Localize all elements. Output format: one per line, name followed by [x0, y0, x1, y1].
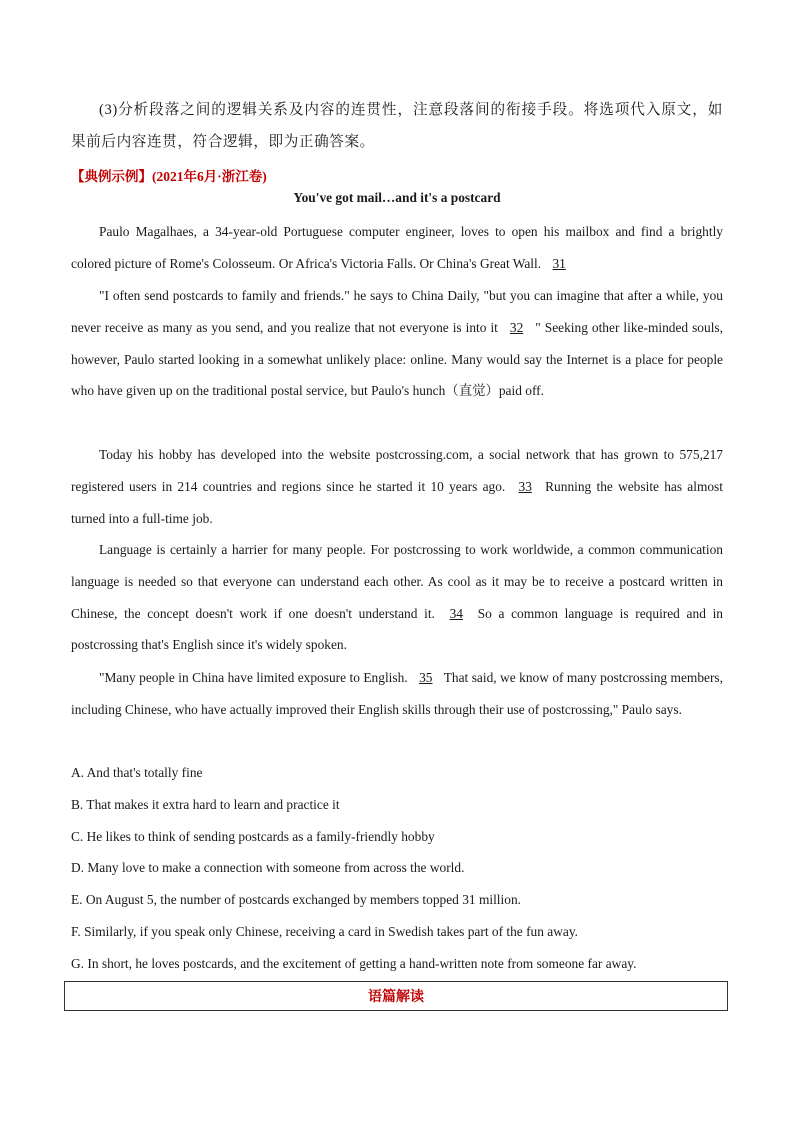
paragraph-text: Running the website has almost turned into a full-time job.	[71, 478, 723, 526]
paragraph-text: So a common language is required and in postcrossing that's English since it's widely spoken.	[71, 605, 723, 653]
blank-35[interactable]: 35	[419, 670, 433, 685]
example-heading	[71, 165, 267, 185]
passage-paragraph-1	[71, 216, 723, 280]
section-box-title: 语篇解读	[368, 990, 424, 1005]
paragraph-text: Today his hobby has developed into the website postcrossing.com, a social network that has grown to 575,217 registered users in 214 countries and regions since he started it 10 years ago.	[71, 447, 723, 494]
section-box-passage-analysis	[64, 981, 728, 1011]
option-a: A. And that's totally fine	[71, 765, 203, 780]
option-g: G. In short, he loves postcards, and the excitement of getting a hand-written note from someone far away.	[71, 956, 637, 971]
passage-paragraph-3	[71, 439, 723, 534]
option-f: F. Similarly, if you speak only Chinese, receiving a card in Swedish takes part of the fun away.	[71, 924, 579, 939]
intro-paragraph: (3)分析段落之间的逻辑关系及内容的连贯性，注意段落间的衔接手段。将选项代入原文，如果前后内容连贯，符合逻辑，即为正确答案。	[71, 102, 723, 150]
blank-31[interactable]: 31	[552, 255, 566, 271]
option-c: C. He likes to think of sending postcards as a family-friendly hobby	[71, 829, 435, 844]
passage-paragraph-2	[71, 280, 723, 407]
passage-paragraph-4	[71, 534, 723, 661]
example-source: (2021年6月·浙江卷)	[152, 169, 267, 184]
option-d: D. Many love to make a connection with someone from across the world.	[71, 860, 465, 875]
paragraph-text: "Many people in China have limited exposure to English.	[99, 670, 408, 685]
blank-34[interactable]: 34	[449, 605, 463, 621]
blank-32[interactable]: 32	[509, 319, 524, 335]
example-label: 【典例示例】	[71, 169, 152, 184]
option-e: E. On August 5, the number of postcards exchanged by members topped 31 million.	[71, 892, 521, 907]
passage-paragraph-5	[71, 662, 723, 726]
paragraph-text: "I often send postcards to family and friends." he says to China Daily, "but you can imagine that after a while, you never receive as many as you send, and you realize that not everyone is into it	[71, 288, 723, 335]
option-b: B. That makes it extra hard to learn and practice it	[71, 797, 340, 812]
blank-33[interactable]: 33	[518, 478, 532, 494]
paragraph-text: Paulo Magalhaes, a 34-year-old Portuguese computer engineer, loves to open his mailbox and find a brightly colored picture of Rome's Colosseum. Or Africa's Victoria Falls. Or China's Great Wall.	[71, 224, 723, 271]
paragraph-text: Language is certainly a harrier for many people. For postcrossing to work worldwide, a common communication language is needed so that everyone can understand each other. As cool as it may be to receive a postcard written in Chinese, the concept doesn't work if one doesn't understand it.	[71, 542, 723, 621]
paragraph-text: " Seeking other like-minded souls, however, Paulo started looking in a somewhat unlikely place: online. Many would say the Internet is a place for people who have given up on the traditional postal service, but Paulo's hunch（直觉）paid off.	[71, 319, 723, 399]
passage-title: You've got mail…and it's a postcard	[293, 190, 501, 205]
paragraph-text: That said, we know of many postcrossing members, including Chinese, who have actually improved their English skills through their use of postcrossing," Paulo says.	[71, 670, 723, 717]
